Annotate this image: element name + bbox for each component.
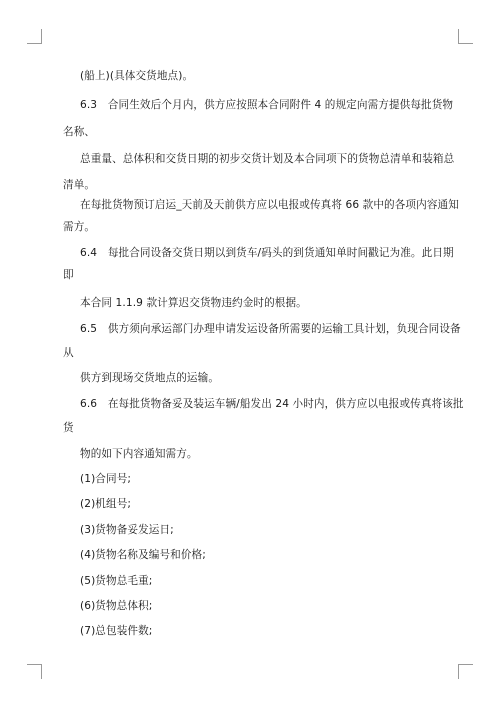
text-line: 从 xyxy=(63,347,74,359)
list-item: (7)总包装件数; xyxy=(80,625,153,637)
text-line: 在每批货物预订启运_天前及天前供方应以电报或传真将 66 款中的各项内容通知 xyxy=(80,199,459,211)
text-line: 6.5 供方须向承运部门办理申请发运设备所需要的运输工具计划，负现合同设备 xyxy=(80,323,461,335)
list-item: (2)机组号; xyxy=(80,498,132,510)
list-item: (1)合同号; xyxy=(80,473,132,485)
text-line: (船上)(具体交货地点)。 xyxy=(80,70,194,82)
text-line: 货 xyxy=(63,422,74,434)
text-line: 6.3 合同生效后个月内，供方应按照本合同附件 4 的规定向需方提供每批货物 xyxy=(80,99,454,111)
text-line: 名称、 xyxy=(63,126,96,138)
text-line: 6.4 每批合同设备交货日期以到货车/码头的到货通知单时间戳记为准。此日期 xyxy=(80,247,454,259)
text-line: 需方。 xyxy=(63,221,96,233)
list-item: (3)货物备妥发运日; xyxy=(80,524,174,536)
list-item: (5)货物总毛重; xyxy=(80,575,153,587)
text-line: 即 xyxy=(63,269,74,281)
text-line: 清单。 xyxy=(63,179,96,191)
text-line: 总重量、总体积和交货日期的初步交货计划及本合同项下的货物总清单和装箱总 xyxy=(80,153,455,165)
text-line: 本合同 1.1.9 款计算迟交货物违约金时的根据。 xyxy=(80,297,307,309)
list-item: (4)货物名称及编号和价格; xyxy=(80,549,206,561)
text-line: 供方到现场交货地点的运输。 xyxy=(80,372,220,384)
text-line: 物的如下内容通知需方。 xyxy=(80,448,198,460)
text-line: 6.6 在每批货物备妥及装运车辆/船发出 24 小时内，供方应以电报或传真将该批 xyxy=(80,398,464,410)
list-item: (6)货物总体积; xyxy=(80,600,153,612)
